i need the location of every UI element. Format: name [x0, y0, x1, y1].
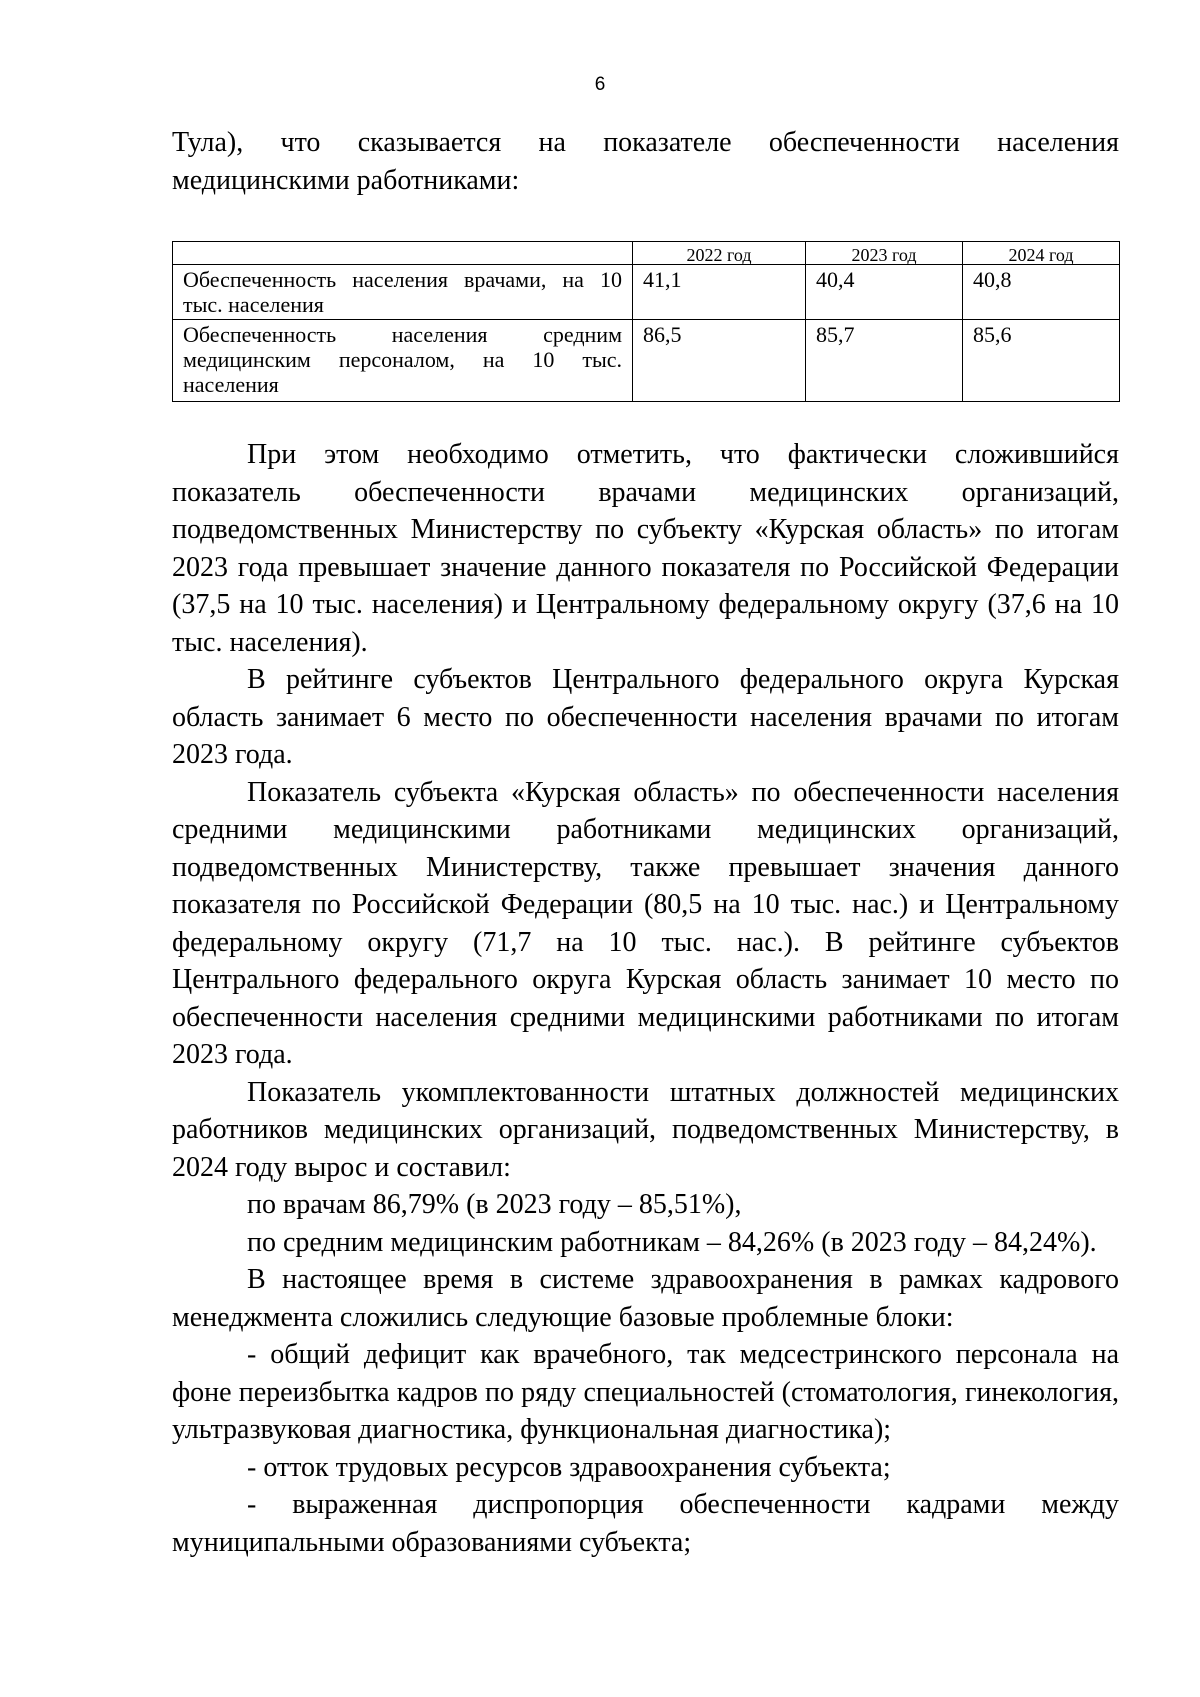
- table-header-cell: [173, 242, 633, 265]
- table-row: [173, 265, 1120, 320]
- page-number: 6: [594, 74, 606, 95]
- problems-intro: В настоящее время в системе здравоохранения в рамках кадрового менеджмента сложились следующие базовые проблемные блоки:: [172, 1264, 1119, 1333]
- table-cell: 40,4: [806, 265, 963, 320]
- table-row-label: Обеспеченность населения врачами, на 10 тыс. населения: [173, 265, 633, 320]
- staffing-doctors-line: по врачам 86,79% (в 2023 году – 85,51%),: [247, 1189, 742, 1220]
- body-paragraph: При этом необходимо отметить, что фактически сложившийся показатель обеспеченности врачами медицинских организаций, подведомственных Министерству по субъекту «Курская область» по итогам 2023 года превышает значение данного показателя по Российской Федерации (37,5 на 10 тыс. населения) и Центральному федеральному округу (37,6 на 10 тыс. населения).: [172, 439, 1119, 658]
- table-cell: 41,1: [633, 265, 806, 320]
- document-body: [172, 124, 1119, 1561]
- intro-paragraph: Тула), что сказывается на показателе обеспеченности населения медицинскими работниками:: [172, 127, 1119, 196]
- problem-list-item: - общий дефицит как врачебного, так медсестринского персонала на фоне переизбытка кадров по ряду специальностей (стоматология, гинекология, ультразвуковая диагностика, функциональная диагностика);: [172, 1339, 1119, 1445]
- table-cell: 85,6: [963, 320, 1120, 402]
- table-row-label: Обеспеченность населения средним медицинским персоналом, на 10 тыс. населения: [173, 320, 633, 402]
- table-cell: 86,5: [633, 320, 806, 402]
- staffing-nurses-line: по средним медицинским работникам – 84,26% (в 2023 году – 84,24%).: [247, 1226, 1097, 1258]
- table-header-cell: 2022 год: [633, 242, 806, 265]
- body-paragraph: В рейтинге субъектов Центрального федерального округа Курская область занимает 6 место по обеспеченности населения врачами по итогам 2023 года.: [172, 664, 1119, 770]
- table-header-cell: 2023 год: [806, 242, 963, 265]
- problem-list-item: - отток трудовых ресурсов здравоохранения субъекта;: [247, 1451, 891, 1483]
- table-row: [173, 320, 1120, 402]
- problem-list-item: - выраженная диспропорция обеспеченности кадрами между муниципальными образованиями субъекта;: [172, 1489, 1119, 1558]
- table-header-cell: 2024 год: [963, 242, 1120, 265]
- staffing-ratio-table: [172, 241, 1120, 402]
- body-paragraph: Показатель укомплектованности штатных должностей медицинских работников медицинских организаций, подведомственных Министерству, в 2024 году вырос и составил:: [172, 1076, 1119, 1183]
- table-cell: 40,8: [963, 265, 1120, 320]
- body-paragraph: Показатель субъекта «Курская область» по обеспеченности населения средними медицинскими работниками медицинских организаций, подведомственных Министерству, также превышает значения данного показателя по Российской Федерации (80,5 на 10 тыс. нас.) и Центральному федеральному округу (71,7 на 10 тыс. нас.). В рейтинге субъектов Центрального федерального округа Курская область занимает 10 место по обеспеченности населения средними медицинскими работниками по итогам 2023 года.: [172, 776, 1119, 1070]
- table-cell: 85,7: [806, 320, 963, 402]
- table-header-row: [173, 242, 1120, 265]
